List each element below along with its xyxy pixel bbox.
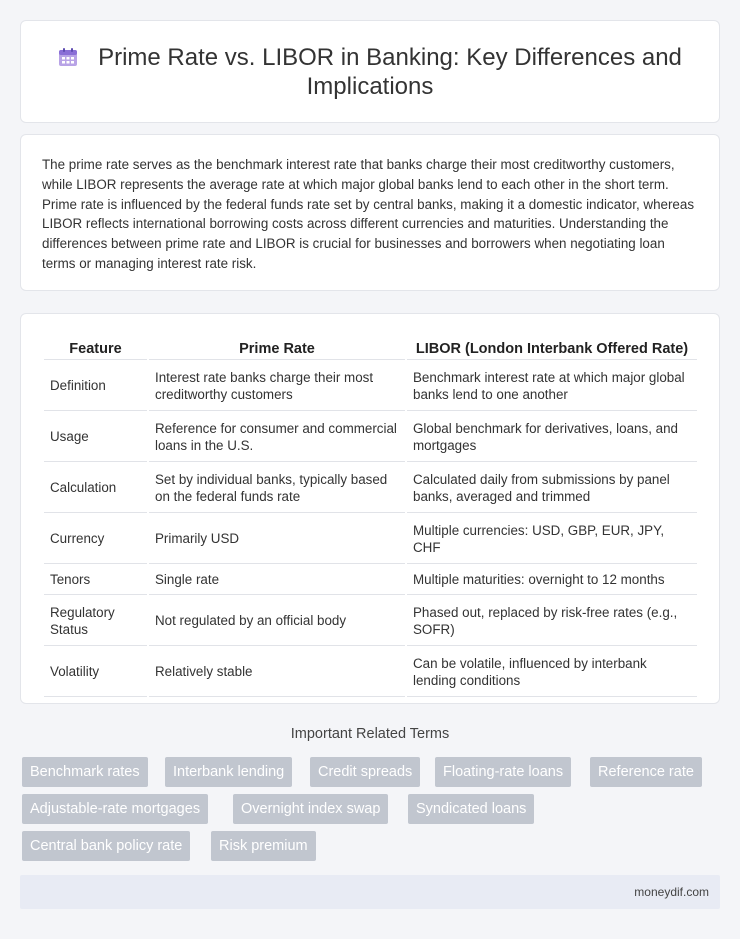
related-terms-heading: Important Related Terms — [290, 726, 450, 742]
row-libor: Global benchmark for derivatives, loans, and mortgages — [407, 413, 697, 462]
intro-paragraph: The prime rate serves as the benchmark interest rate that banks charge their most creditworthy customers, while LIBOR represents the average rate at which major global banks lend to each other in the short term. Prime rate is influenced by the federal funds rate set by central banks, making it a domestic indicator, whereas LIBOR reflects international borrowing costs across different currencies and maturities. Understanding the differences between prime rate and LIBOR is crucial for businesses and borrowers when negotiating loan terms or managing interest rate risk. — [42, 157, 695, 271]
tag-adjustable-rate-mortgages[interactable]: Adjustable-rate mortgages — [22, 794, 208, 824]
row-feature: Definition — [44, 362, 147, 411]
tag-interbank-lending[interactable]: Interbank lending — [165, 757, 292, 787]
header-libor: LIBOR (London Interbank Offered Rate) — [407, 336, 697, 360]
row-prime-rate: Single rate — [149, 566, 405, 595]
row-libor: Multiple currencies: USD, GBP, EUR, JPY, CHF — [407, 515, 697, 564]
page-title: Prime Rate vs. LIBOR in Banking: Key Differences and Implications — [98, 44, 682, 100]
table-row — [44, 464, 697, 513]
row-feature: Volatility — [44, 648, 147, 697]
footer — [20, 875, 720, 909]
page-title-row — [21, 43, 719, 101]
tag-overnight-index-swap[interactable]: Overnight index swap — [233, 794, 388, 824]
row-libor: Can be volatile, influenced by interbank lending conditions — [407, 648, 697, 697]
tag-credit-spreads[interactable]: Credit spreads — [310, 757, 420, 787]
table-row — [44, 515, 697, 564]
calendar-icon — [58, 47, 78, 67]
header-feature: Feature — [44, 336, 147, 360]
row-feature: Calculation — [44, 464, 147, 513]
row-feature: Usage — [44, 413, 147, 462]
tag-central-bank-policy-rate[interactable]: Central bank policy rate — [22, 831, 190, 861]
table-header-row — [44, 336, 697, 360]
footer-site[interactable]: moneydif.com — [634, 885, 709, 899]
row-prime-rate: Relatively stable — [149, 648, 405, 697]
row-prime-rate: Reference for consumer and commercial loans in the U.S. — [149, 413, 405, 462]
row-prime-rate: Not regulated by an official body — [149, 597, 405, 646]
tag-floating-rate-loans[interactable]: Floating-rate loans — [435, 757, 571, 787]
row-prime-rate: Set by individual banks, typically based on the federal funds rate — [149, 464, 405, 513]
tag-syndicated-loans[interactable]: Syndicated loans — [408, 794, 534, 824]
row-libor: Phased out, replaced by risk-free rates (e.g., SOFR) — [407, 597, 697, 646]
row-prime-rate: Interest rate banks charge their most creditworthy customers — [149, 362, 405, 411]
tag-risk-premium[interactable]: Risk premium — [211, 831, 316, 861]
row-feature: Regulatory Status — [44, 597, 147, 646]
comparison-table-card — [20, 313, 720, 704]
table-row — [44, 648, 697, 697]
row-libor: Multiple maturities: overnight to 12 months — [407, 566, 697, 595]
title-card — [20, 20, 720, 123]
comparison-table — [42, 334, 699, 699]
tag-benchmark-rates[interactable]: Benchmark rates — [22, 757, 148, 787]
table-row — [44, 413, 697, 462]
row-feature: Currency — [44, 515, 147, 564]
table-row — [44, 566, 697, 595]
row-prime-rate: Primarily USD — [149, 515, 405, 564]
table-row — [44, 597, 697, 646]
tag-reference-rate[interactable]: Reference rate — [590, 757, 702, 787]
header-prime-rate: Prime Rate — [149, 336, 405, 360]
row-feature: Tenors — [44, 566, 147, 595]
intro-card — [20, 134, 720, 291]
table-row — [44, 362, 697, 411]
row-libor: Benchmark interest rate at which major global banks lend to one another — [407, 362, 697, 411]
row-libor: Calculated daily from submissions by panel banks, averaged and trimmed — [407, 464, 697, 513]
